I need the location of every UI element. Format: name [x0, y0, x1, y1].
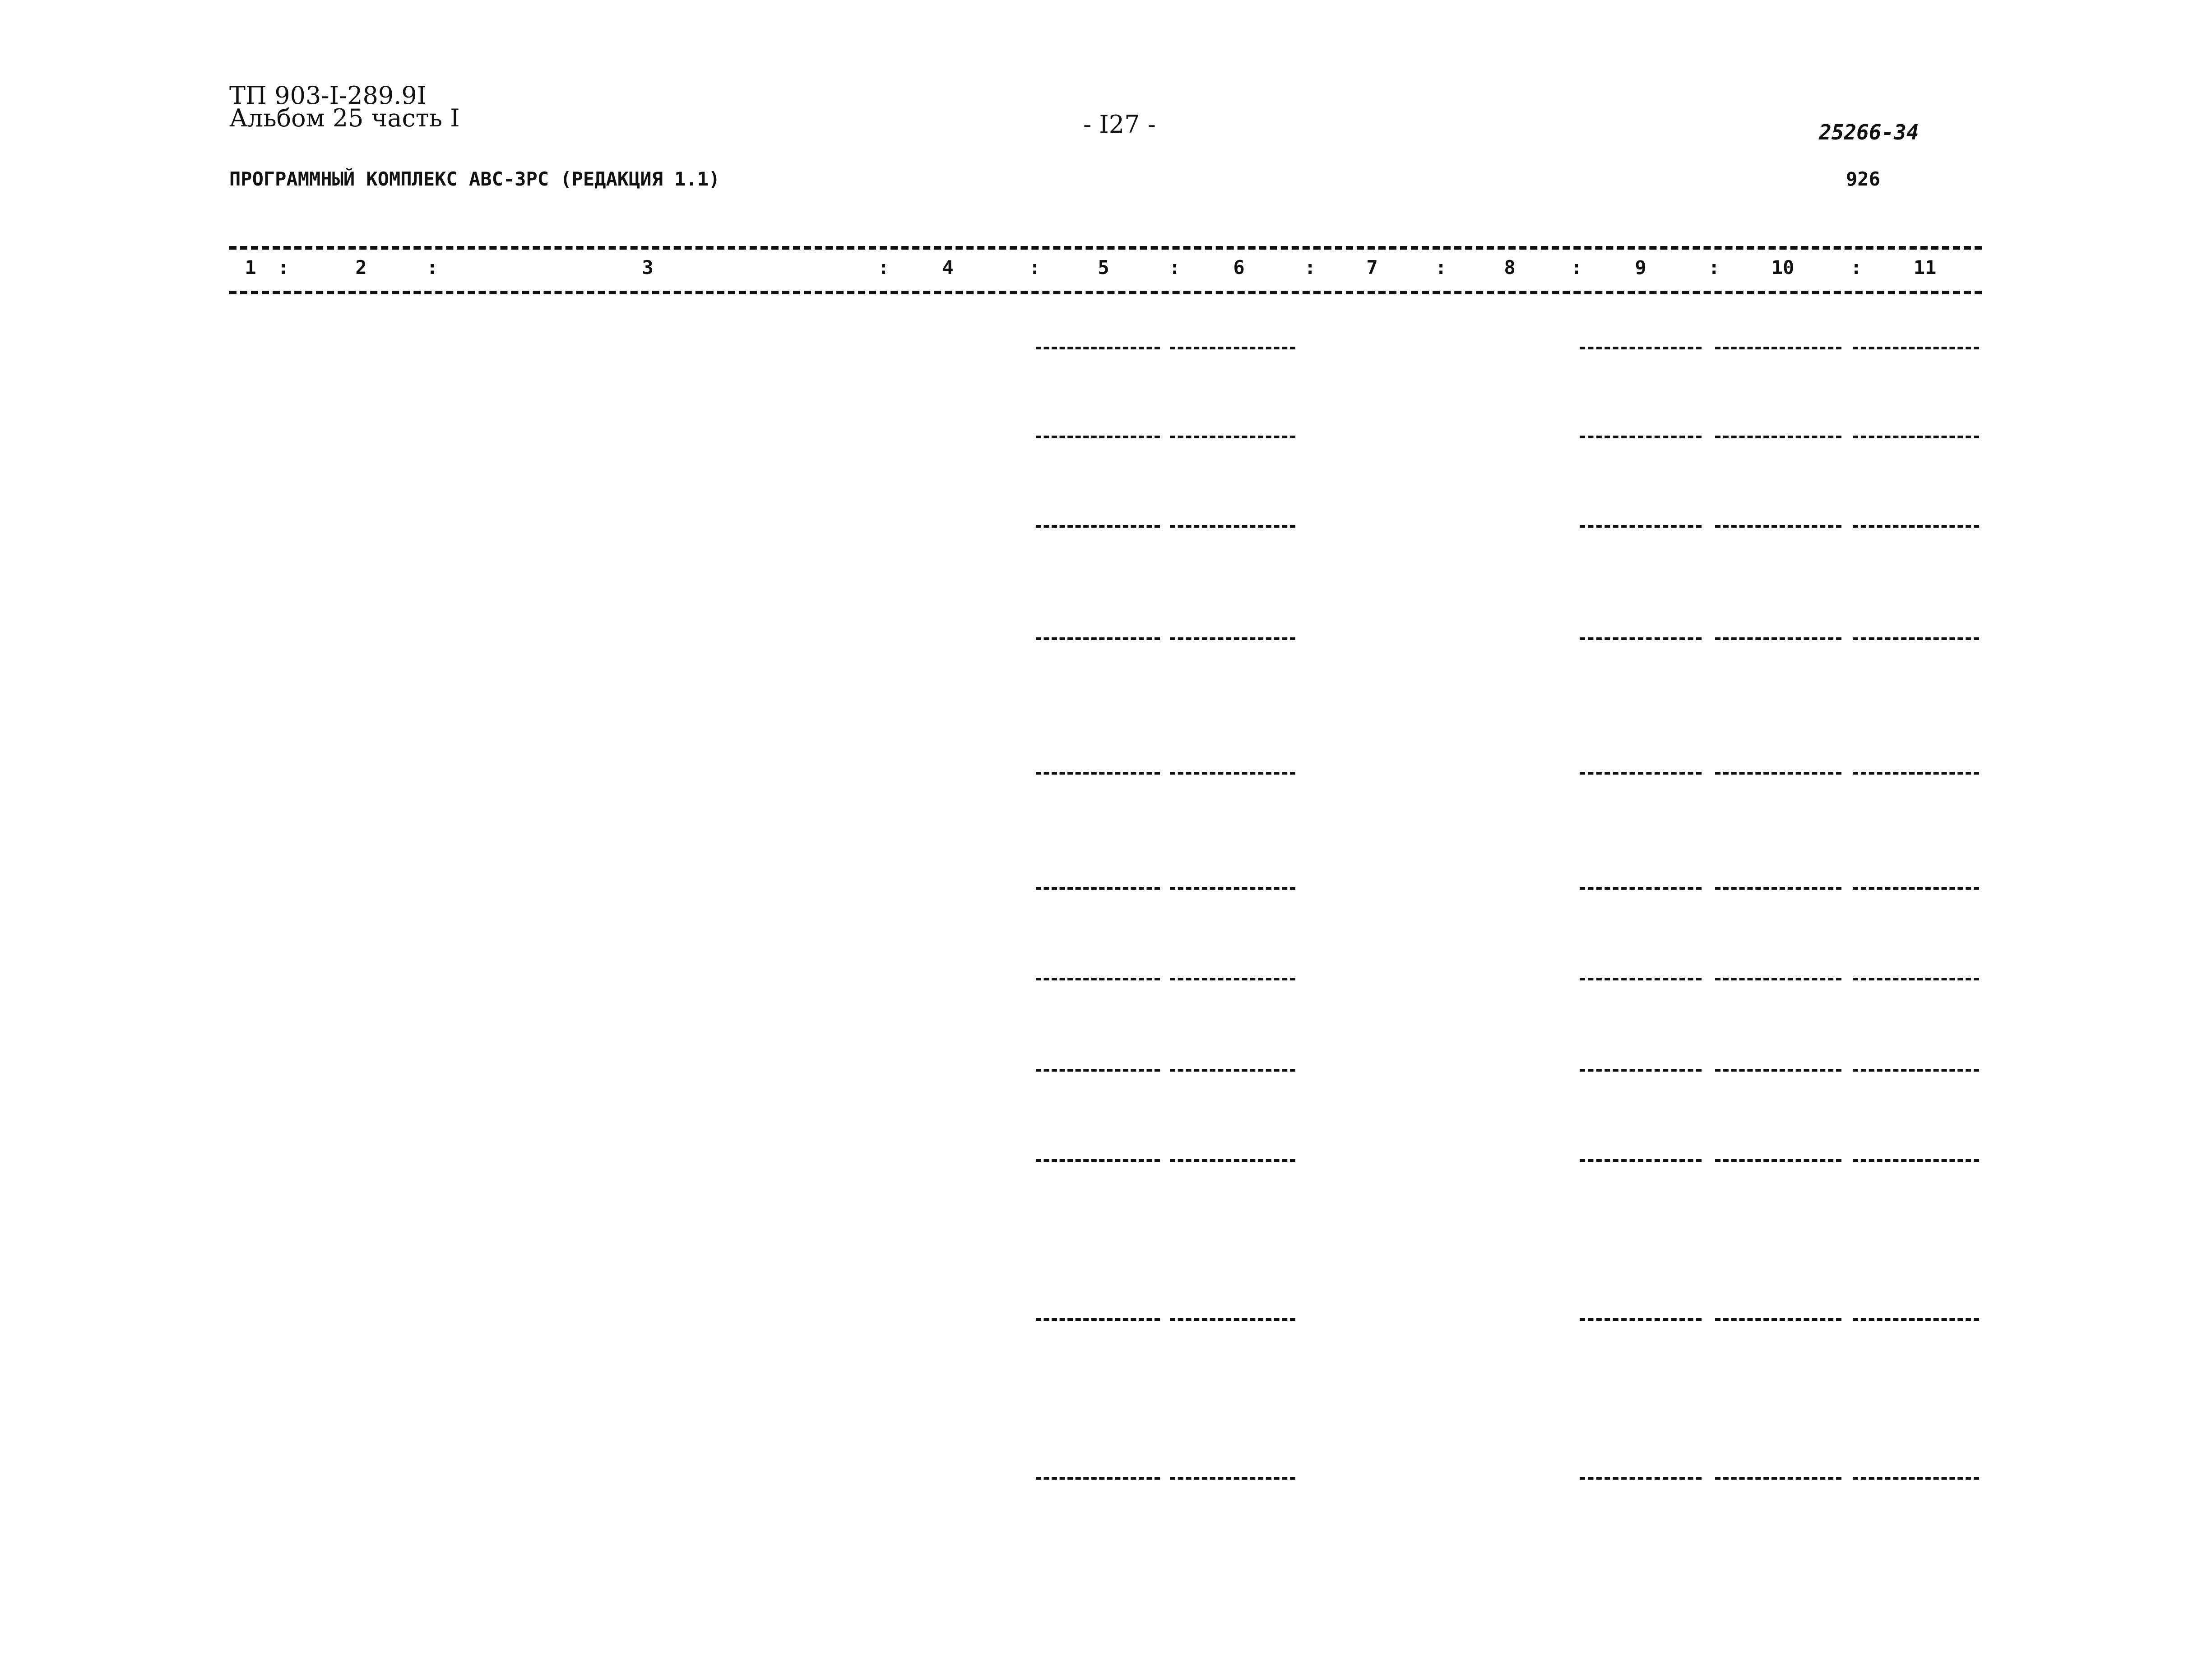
cell-divider	[1715, 347, 1841, 349]
cell-divider	[1036, 1318, 1160, 1321]
table-top-rule	[229, 246, 1982, 250]
cell-divider	[1170, 1069, 1295, 1072]
cell-divider	[1580, 887, 1702, 890]
cell-divider	[1036, 525, 1160, 528]
column-separator: :	[1571, 256, 1582, 279]
cell-divider	[1715, 1318, 1841, 1321]
cell-divider	[1715, 1477, 1841, 1480]
cell-divider	[1853, 436, 1979, 438]
cell-divider	[1170, 1477, 1295, 1480]
column-separator: :	[1169, 256, 1181, 279]
cell-divider	[1715, 1159, 1841, 1162]
cell-divider	[1715, 525, 1841, 528]
cell-divider	[1580, 436, 1702, 438]
cell-divider	[1170, 887, 1295, 890]
cell-divider	[1580, 637, 1702, 640]
cell-divider	[1036, 1069, 1160, 1072]
cell-divider	[1170, 436, 1295, 438]
cell-divider	[1715, 978, 1841, 980]
column-number: 1	[245, 256, 256, 279]
cell-divider	[1036, 772, 1160, 775]
column-separator: :	[1435, 256, 1447, 279]
cell-divider	[1580, 1318, 1702, 1321]
sheet-number: 926	[1846, 168, 1880, 190]
cell-divider	[1170, 525, 1295, 528]
column-number: 2	[355, 256, 367, 279]
column-number: 8	[1504, 256, 1516, 279]
cell-divider	[1853, 347, 1979, 349]
cell-divider	[1036, 347, 1160, 349]
column-separator: :	[1708, 256, 1720, 279]
column-number: 10	[1771, 256, 1795, 279]
cell-divider	[1170, 772, 1295, 775]
cell-divider	[1853, 978, 1979, 980]
software-title: ПРОГРАММНЫЙ КОМПЛЕКС АВС-3РС (РЕДАКЦИЯ 1.1)	[229, 168, 720, 190]
column-number: 11	[1913, 256, 1937, 279]
cell-divider	[1580, 978, 1702, 980]
column-number: 7	[1366, 256, 1378, 279]
cell-divider	[1580, 1477, 1702, 1480]
column-number: 6	[1233, 256, 1245, 279]
cell-divider	[1036, 978, 1160, 980]
cell-divider	[1580, 772, 1702, 775]
page-number: - I27 -	[1083, 110, 1156, 139]
cell-divider	[1853, 1069, 1979, 1072]
cell-divider	[1715, 1069, 1841, 1072]
table-header-rule	[229, 291, 1982, 294]
column-separator: :	[427, 256, 438, 279]
cell-divider	[1853, 1318, 1979, 1321]
cell-divider	[1036, 637, 1160, 640]
document-code: ТП 903-I-289.9I	[229, 81, 427, 110]
column-number: 4	[942, 256, 954, 279]
column-number: 5	[1098, 256, 1109, 279]
column-separator: :	[878, 256, 890, 279]
cell-divider	[1853, 637, 1979, 640]
cell-divider	[1580, 1159, 1702, 1162]
cell-divider	[1715, 637, 1841, 640]
cell-divider	[1853, 1477, 1979, 1480]
archive-stamp: 25266-34	[1819, 120, 1919, 144]
cell-divider	[1853, 525, 1979, 528]
cell-divider	[1580, 1069, 1702, 1072]
cell-divider	[1580, 525, 1702, 528]
column-separator: :	[1850, 256, 1862, 279]
cell-divider	[1036, 1159, 1160, 1162]
cell-divider	[1853, 772, 1979, 775]
cell-divider	[1580, 347, 1702, 349]
cell-divider	[1170, 1159, 1295, 1162]
cell-divider	[1853, 1159, 1979, 1162]
column-number: 9	[1635, 256, 1646, 279]
cell-divider	[1036, 436, 1160, 438]
column-separator: :	[278, 256, 289, 279]
column-separator: :	[1029, 256, 1041, 279]
cell-divider	[1715, 436, 1841, 438]
cell-divider	[1170, 347, 1295, 349]
cell-divider	[1715, 887, 1841, 890]
cell-divider	[1170, 978, 1295, 980]
cell-divider	[1036, 887, 1160, 890]
cell-divider	[1036, 1477, 1160, 1480]
cell-divider	[1170, 637, 1295, 640]
cell-divider	[1853, 887, 1979, 890]
column-separator: :	[1304, 256, 1316, 279]
cell-divider	[1170, 1318, 1295, 1321]
album-label: Альбом 25 часть I	[229, 104, 460, 132]
cell-divider	[1715, 772, 1841, 775]
column-number: 3	[642, 256, 654, 279]
